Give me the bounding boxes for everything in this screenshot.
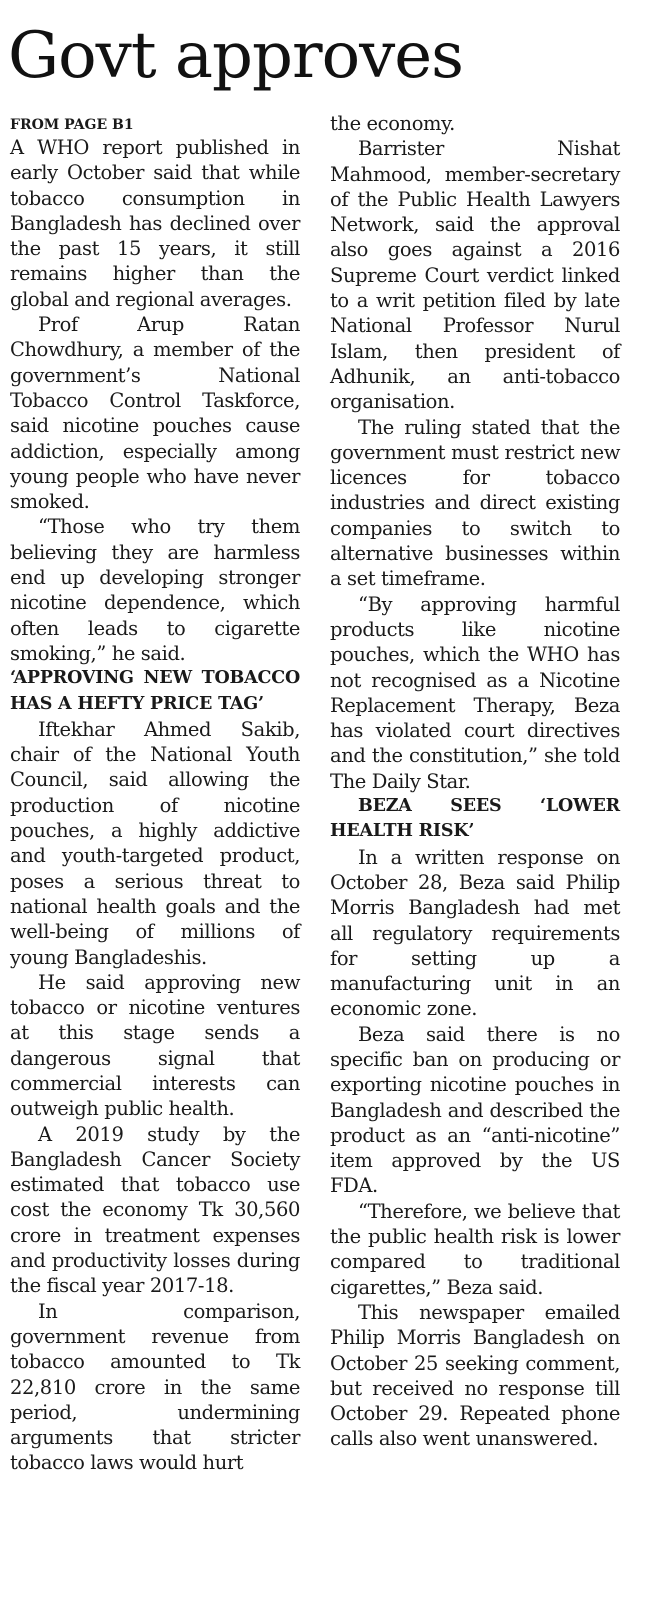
section-subhead: BEZA SEES ‘LOWER HEALTH RISK’ — [330, 796, 620, 842]
paragraph: In comparison, government revenue from tobacco amounted to Tk 22,810 crore in the same period, undermining arguments that stricter tobacco laws would hurt — [10, 1299, 300, 1475]
paragraph: This newspaper emailed Philip Morris Bangladesh on October 25 seeking comment, but received no response till October 29. Repeated phone calls also went unanswered. — [330, 1300, 620, 1451]
paragraph: Beza said there is no specific ban on producing or exporting nicotine pouches in Bangladesh and described the product as an “anti-nicotine” item approved by the US FDA. — [330, 1022, 620, 1198]
paragraph: He said approving new tobacco or nicotine ventures at this stage sends a dangerous signal that commercial interests can outweigh public health. — [10, 970, 300, 1121]
paragraph: Barrister Nishat Mahmood, member-secretary of the Public Health Lawyers Network, said the approval also goes against a 2016 Supreme Court verdict linked to a writ petition filed by late National Professor Nurul Islam, then president of Adhunik, an anti-tobacco organisation. — [330, 137, 620, 414]
paragraph: the economy. — [330, 112, 455, 135]
continuation-kicker: FROM PAGE B1 — [10, 117, 134, 133]
paragraph: “By approving harmful products like nicotine pouches, which the WHO has not recognised as a Nicotine Replacement Therapy, Beza has violated court directives and the constitution,” she told The Daily Star. — [330, 592, 620, 793]
paragraph: A 2019 study by the Bangladesh Cancer Society estimated that tobacco use cost the economy Tk 30,560 crore in treatment expenses and productivity losses during the fiscal year 2017-18. — [10, 1122, 300, 1298]
paragraph: “Those who try them believing they are harmless end up developing stronger nicotine dependence, which often leads to cigarette smoking,” he said. — [10, 515, 300, 665]
article-column-left — [10, 111, 300, 1476]
paragraph: A WHO report published in early October said that while tobacco consumption in Bangladesh has declined over the past 15 years, it still remains higher than the global and regional averages. — [10, 136, 300, 311]
paragraph: The ruling stated that the government must restrict new licences for tobacco industries and direct existing companies to switch to alternative businesses within a set timeframe. — [330, 415, 620, 591]
article-column-right — [330, 111, 620, 1452]
paragraph: Iftekhar Ahmed Sakib, chair of the National Youth Council, said allowing the production of nicotine pouches, a highly addictive and youth-targeted product, poses a serious threat to national health goals and the well-being of millions of young Bangladeshis. — [10, 717, 300, 969]
headline: Govt approves — [8, 19, 463, 93]
section-subhead: ‘APPROVING NEW TOBACCO HAS A HEFTY PRICE TAG’ — [10, 668, 300, 714]
paragraph: “Therefore, we believe that the public health risk is lower compared to traditional cigarettes,” Beza said. — [330, 1199, 620, 1299]
paragraph: In a written response on October 28, Beza said Philip Morris Bangladesh had met all regulatory requirements for setting up a manufacturing unit in an economic zone. — [330, 845, 620, 1021]
paragraph: Prof Arup Ratan Chowdhury, a member of the government’s National Tobacco Control Taskforce, said nicotine pouches cause addiction, especially among young people who have never smoked. — [10, 313, 300, 514]
